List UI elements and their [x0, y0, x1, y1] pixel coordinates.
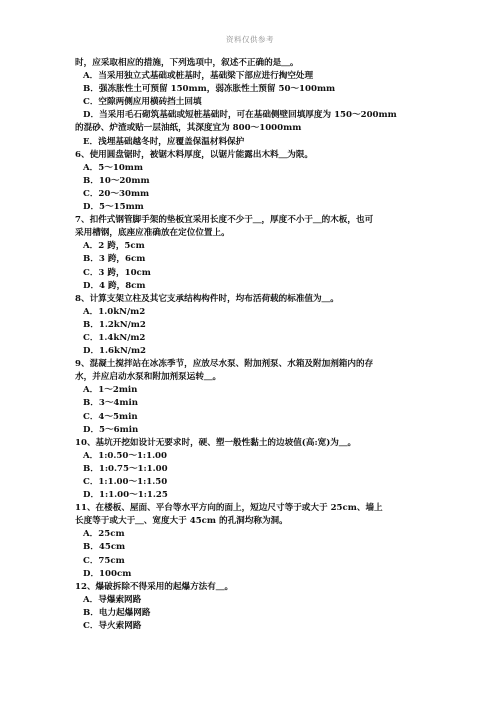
option-line: A．1:0.50～1:1.00	[83, 450, 168, 461]
option-line: D．1.6kN/m2	[83, 346, 147, 357]
option-line: C．4～5min	[83, 411, 138, 422]
option-line: B．3 跨，6cm	[83, 254, 146, 265]
text-line: 的混砂、炉渣或贴一层油纸，其深度宜为 800～1000mm	[75, 123, 302, 134]
option-line: A．5～10mm	[83, 162, 143, 173]
option-line: C．1:1.00～1:1.50	[83, 477, 168, 487]
question-line: 11、在楼板、屋面、平台等水平方向的面上，短边尺寸等于或大于 25cm、墙上	[75, 503, 383, 514]
question-line: 6、使用圆盘锯时，被锯木料厚度，以锯片能露出木料＿为限。	[75, 149, 314, 160]
option-line: A．25cm	[83, 529, 125, 540]
text-line: 时，应采取相应的措施，下列选项中，叙述不正确的是＿。	[75, 58, 299, 68]
option-line: C．1.4kN/m2	[83, 332, 146, 343]
question-line: 7、扣件式钢管脚手架的垫板宜采用长度不少于＿，厚度不小于＿的木板，也可	[75, 215, 374, 226]
option-line: B．45cm	[83, 542, 126, 553]
option-line: D．100cm	[83, 568, 132, 579]
question-line: 8、计算支架立柱及其它支承结构构件时，均布活荷载的标准值为＿。	[75, 293, 339, 304]
question-line: 12、爆破拆除不得采用的起爆方法有＿。	[75, 581, 234, 592]
option-line: C．20～30mm	[83, 188, 150, 199]
option-line: D．5～6min	[83, 424, 139, 435]
option-line: D．1:1.00～1:1.25	[83, 490, 168, 501]
option-line: A．导爆索网路	[83, 594, 142, 605]
option-line: D．当采用毛石砌筑基础或短桩基础时，可在基础侧壁回填厚度为 150～200mm	[83, 110, 397, 121]
option-line: A．1～2min	[83, 385, 138, 396]
option-line: C．75cm	[83, 555, 125, 566]
option-line: A．当采用独立式基础或桩基时，基础梁下部应进行掏空处理	[83, 71, 314, 82]
option-line: C．3 跨，10cm	[83, 267, 151, 278]
option-line: B．强冻胀性土可预留 150mm，弱冻胀性土预留 50～100mm	[83, 84, 336, 95]
page-header: 资料仅供参考	[226, 35, 274, 44]
question-line: 10、基坑开挖如设计无要求时，硬、塑一般性黏土的边坡值(高:宽)为＿。	[75, 437, 357, 448]
option-line: B．电力起爆网路	[83, 607, 151, 618]
option-line: C．空隙两侧应用横砖挡土回填	[83, 97, 202, 108]
option-line: C．导火索网路	[83, 621, 142, 632]
document-body	[75, 57, 415, 633]
option-line: B．10～20mm	[83, 175, 150, 186]
option-line: A．1.0kN/m2	[83, 306, 146, 317]
option-line: B．1:0.75～1:1.00	[83, 463, 168, 474]
text-line: 长度等于或大于＿、宽度大于 45cm 的孔洞均称为洞。	[75, 516, 288, 527]
option-line: D．5～15mm	[83, 202, 144, 213]
option-line: A．2 跨，5cm	[83, 241, 145, 252]
option-line: D．4 跨，8cm	[83, 280, 146, 291]
option-line: B．3～4min	[83, 398, 139, 409]
text-line: 水，并应启动水泵和附加剂泵运转＿。	[75, 372, 222, 383]
text-line: 采用槽钢，底座应准确放在定位位置上。	[75, 228, 230, 239]
option-line: B．1.2kN/m2	[83, 319, 146, 330]
option-line: E．浅埋基础越冬时，应覆盖保温材料保护	[83, 136, 245, 147]
question-line: 9、混凝土搅拌站在冰冻季节，应放尽水泵、附加剂泵、水箱及附加剂箱内的存	[75, 359, 374, 370]
